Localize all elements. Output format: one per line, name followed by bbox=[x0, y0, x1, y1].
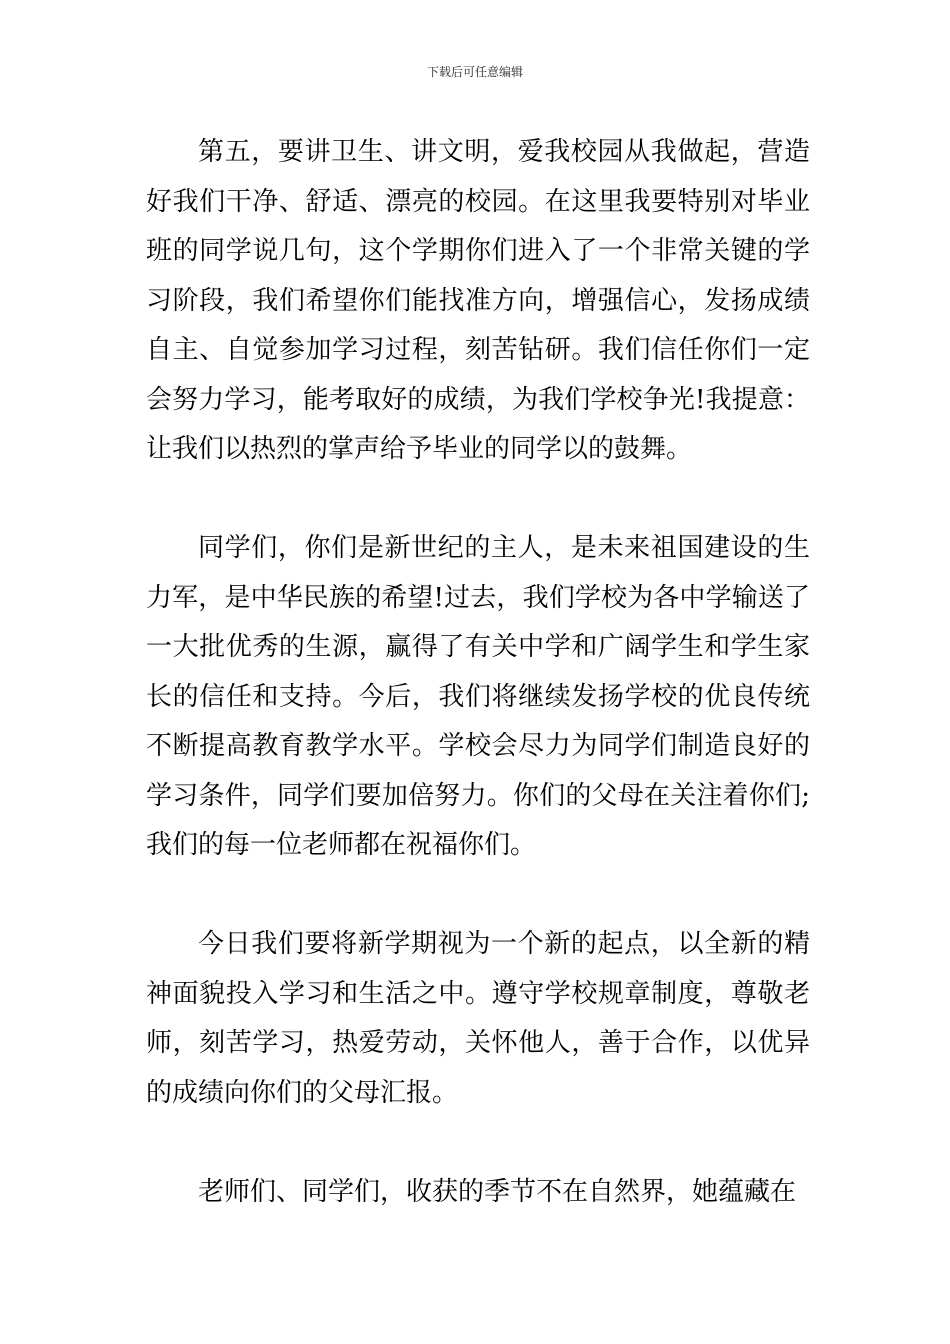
page-header: 下载后可任意编辑 bbox=[426, 65, 523, 79]
paragraph-2: 同学们，你们是新世纪的主人，是未来祖国建设的生力军，是中华民族的希望!过去，我们学校为各中学输送了一大批优秀的生源，赢得了有关中学和广阔学生和学生家长的信任和支持。今后，我们将继续发扬学校的优良传统不断提高教育教学水平。学校会尽力为同学们制造良好的学习条件，同学们要加倍努力。你们的父母在关注着你们;我们的每一位老师都在祝福你们。 bbox=[146, 533, 810, 860]
document-body bbox=[146, 128, 810, 1217]
paragraph-1: 第五，要讲卫生、讲文明，爱我校园从我做起，营造好我们干净、舒适、漂亮的校园。在这里我要特别对毕业班的同学说几句，这个学期你们进入了一个非常关键的学习阶段，我们希望你们能找准方向，增强信心，发扬成绩自主、自觉参加学习过程，刻苦钻研。我们信任你们一定会努力学习，能考取好的成绩，为我们学校争光!我提意：让我们以热烈的掌声给予毕业的同学以的鼓舞。 bbox=[146, 137, 810, 464]
paragraph-3: 今日我们要将新学期视为一个新的起点，以全新的精神面貌投入学习和生活之中。遵守学校规章制度，尊敬老师，刻苦学习，热爱劳动，关怀他人，善于合作，以优异的成绩向你们的父母汇报。 bbox=[146, 929, 810, 1108]
paragraph-4: 老师们、同学们，收获的季节不在自然界，她蕴藏在 bbox=[198, 1176, 797, 1207]
